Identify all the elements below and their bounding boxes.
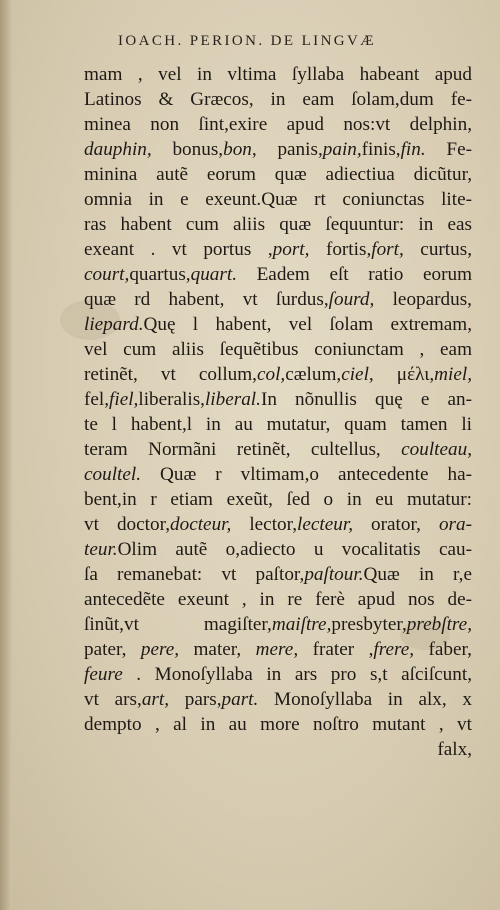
latin-text: mater, (179, 639, 256, 660)
text-line (84, 212, 472, 237)
text-line (84, 112, 472, 137)
latin-text: frater , (298, 639, 374, 660)
latin-text: omnia in e exeunt.Quæ rt coniunctas lite- (84, 189, 472, 210)
french-term: feure (84, 664, 123, 685)
latin-text: bent,in r etiam exeũt, ſed o in eu mutatur: (84, 489, 472, 510)
text-line (84, 337, 472, 362)
french-term: paſtour. (304, 564, 364, 585)
text-line (84, 137, 472, 162)
latin-text: antecedẽte exeunt , in re ferè apud nos de- (84, 589, 472, 610)
latin-text: lector, (231, 514, 298, 535)
french-term: fin. (400, 139, 426, 160)
latin-text: mam , vel in vltima ſyllaba habeant apud (84, 64, 472, 85)
text-line (84, 637, 472, 662)
text-line (84, 562, 472, 587)
french-term: fiel, (109, 389, 139, 410)
french-term: port, (272, 239, 310, 260)
text-line (84, 662, 472, 687)
french-term: mere, (255, 639, 299, 660)
french-term: dauphin, (84, 139, 152, 160)
text-line (84, 362, 472, 387)
text-line (84, 737, 472, 762)
french-term: court, (84, 264, 130, 285)
latin-text: Latinos & Græcos, in eam ſolam,dum fe- (84, 89, 472, 110)
text-line (84, 587, 472, 612)
text-line (84, 387, 472, 412)
french-term: ora- (438, 514, 472, 535)
latin-text: leopardus, (374, 289, 472, 310)
latin-text: curtus, (403, 239, 472, 260)
latin-text: μέλι, (373, 364, 435, 385)
body-text (84, 62, 472, 762)
latin-text: falx, (437, 739, 472, 760)
latin-text: quæ rd habent, vt ſurdus, (84, 289, 329, 310)
french-term: coulteau, (401, 439, 472, 460)
text-line (84, 162, 472, 187)
french-term: frere, (373, 639, 415, 660)
latin-text: quartus, (129, 264, 191, 285)
latin-text: minina autẽ eorum quæ adiectiua dicũtur, (84, 164, 472, 185)
latin-text: te l habent,l in au mutatur, quam tamen li (84, 414, 472, 435)
text-line (84, 312, 472, 337)
french-term: prebſtre, (406, 614, 472, 635)
latin-text: In nõnullis quę e an- (260, 389, 472, 410)
text-line (84, 537, 472, 562)
latin-text: dempto , al in au more noſtro mutant , vt (84, 714, 472, 735)
text-line (84, 487, 472, 512)
french-term: miel, (434, 364, 472, 385)
latin-text: vt doctor, (84, 514, 171, 535)
text-line (84, 462, 472, 487)
text-line (84, 187, 472, 212)
french-term: art, (141, 689, 170, 710)
latin-text: vel cum aliis ſequẽtibus coniunctam , eam (84, 339, 472, 360)
latin-text: pater, (84, 639, 141, 660)
running-head: IOACH. PERION. DE LINGVÆ (118, 33, 377, 49)
french-term: coultel. (84, 464, 142, 485)
french-term: bon, (223, 139, 257, 160)
latin-text: finis, (361, 139, 401, 160)
latin-text: presbyter, (331, 614, 407, 635)
latin-text: bonus, (151, 139, 224, 160)
latin-text: Quæ r vltimam,o antecedente ha- (141, 464, 472, 485)
french-term: docteur, (170, 514, 232, 535)
text-line (84, 237, 472, 262)
text-line (84, 437, 472, 462)
french-term: pere, (140, 639, 180, 660)
latin-text: orator, (353, 514, 439, 535)
french-term: col, (256, 364, 286, 385)
latin-text: minea non ſint,exire apud nos:vt delphin, (84, 114, 472, 135)
text-line (84, 712, 472, 737)
latin-text: ras habent cum aliis quæ ſequuntur: in eas (84, 214, 472, 235)
text-line (84, 87, 472, 112)
latin-text: Eadem eſt ratio eorum (237, 264, 472, 285)
french-term: ſourd, (328, 289, 375, 310)
french-term: maiſtre, (271, 614, 332, 635)
latin-text: Monoſyllaba in alx, x (258, 689, 472, 710)
latin-text: ſa remanebat: vt paſtor, (84, 564, 305, 585)
french-term: liepard. (84, 314, 144, 335)
text-line (84, 412, 472, 437)
latin-text: liberalis, (138, 389, 205, 410)
text-line (84, 512, 472, 537)
page-gutter-shadow (0, 0, 12, 910)
french-term: ciel, (341, 364, 374, 385)
latin-text: retinẽt, vt collum, (84, 364, 257, 385)
latin-text: Quę l habent, vel ſolam extremam, (143, 314, 472, 335)
latin-text: Quæ in r,e (363, 564, 472, 585)
latin-text: teram Normãni retinẽt, cultellus, (84, 439, 402, 460)
french-term: fort, (371, 239, 404, 260)
french-term: part. (221, 689, 259, 710)
latin-text: Olim autẽ o,adiecto u vocalitatis cau- (117, 539, 472, 560)
latin-text: . Monoſyllaba in ars pro s,t aſciſcunt, (122, 664, 472, 685)
latin-text: pars, (169, 689, 222, 710)
french-term: pain, (322, 139, 362, 160)
french-term: liberal. (204, 389, 261, 410)
text-line (84, 62, 472, 87)
french-term: lecteur, (297, 514, 353, 535)
text-line (84, 612, 472, 637)
latin-text: cælum, (285, 364, 342, 385)
french-term: quart. (190, 264, 237, 285)
latin-text: panis, (256, 139, 323, 160)
latin-text: fel, (84, 389, 110, 410)
text-line (84, 687, 472, 712)
french-term: teur. (84, 539, 118, 560)
latin-text: fortis, (309, 239, 372, 260)
text-line (84, 262, 472, 287)
latin-text: Fe- (425, 139, 472, 160)
latin-text: ſinũt,vt magiſter, (84, 614, 272, 635)
latin-text: vt ars, (84, 689, 142, 710)
latin-text: exeant . vt portus , (84, 239, 273, 260)
latin-text: faber, (414, 639, 472, 660)
text-line (84, 287, 472, 312)
